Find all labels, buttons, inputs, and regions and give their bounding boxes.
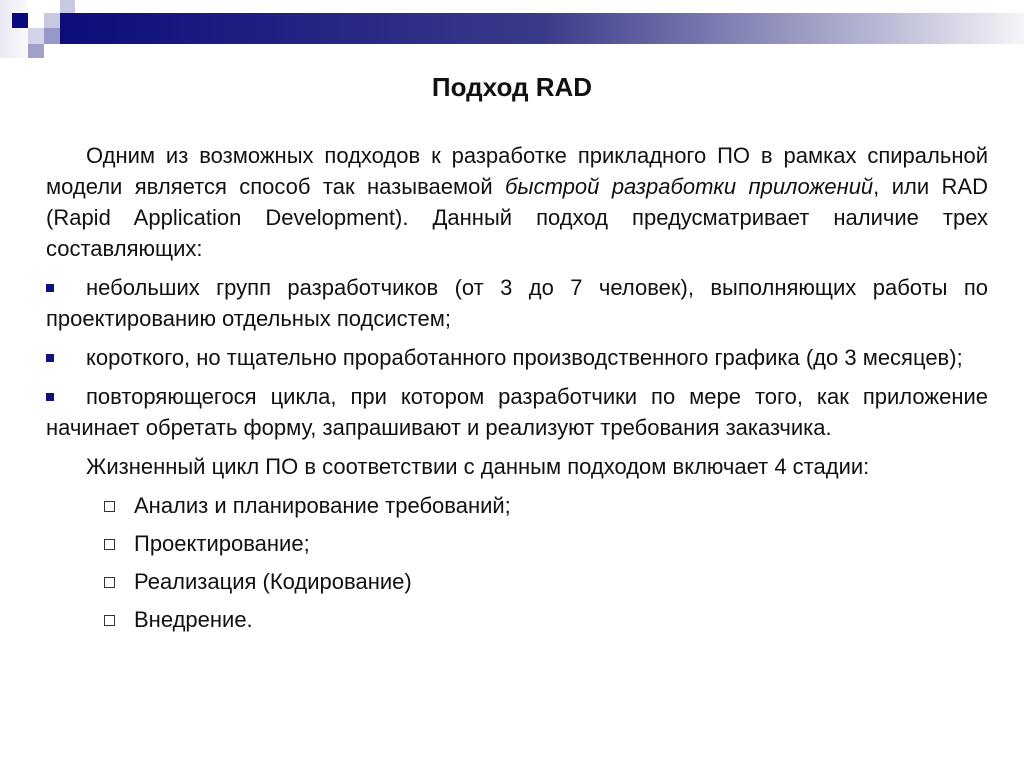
lifecycle-paragraph: Жизненный цикл ПО в соответствии с данным подходом включает 4 стадии: xyxy=(86,454,870,479)
square-bullet-icon xyxy=(46,393,54,401)
stage-text: Внедрение. xyxy=(134,607,253,632)
stage-item xyxy=(104,490,988,521)
bullet-text: короткого, но тщательно проработанного производственного графика (до 3 месяцев); xyxy=(86,345,963,370)
intro-text: Одним из возможных подходов к разработке прикладного ПО в рамках спиральной модели является способ так называемой xyxy=(46,143,988,199)
hollow-square-bullet-icon xyxy=(104,501,115,512)
stage-item xyxy=(104,604,988,635)
intro-text-end: , или RAD (Rapid Application Development). Данный подход предусматривает наличие трех составляющих: xyxy=(46,174,988,261)
square-bullet-icon xyxy=(46,284,54,292)
stage-item xyxy=(104,566,988,597)
stage-text: Проектирование; xyxy=(134,531,310,556)
bullet-item xyxy=(46,342,988,373)
hollow-square-bullet-icon xyxy=(104,615,115,626)
stage-text: Анализ и планирование требований; xyxy=(134,493,511,518)
slide-title: Подход RAD xyxy=(431,72,593,102)
slide-body xyxy=(46,140,988,642)
intro-paragraph xyxy=(46,140,988,264)
intro-emphasis: быстрой разработки приложений xyxy=(505,174,874,199)
stage-text: Реализация (Кодирование) xyxy=(134,569,412,594)
bullet-text: повторяющегося цикла, при котором разработчики по мере того, как приложение начинает обретать форму, запрашивают и реализуют требования заказчика. xyxy=(46,384,988,440)
bullet-item xyxy=(46,272,988,334)
hollow-square-bullet-icon xyxy=(104,539,115,550)
stage-item xyxy=(104,528,988,559)
bullet-item xyxy=(46,381,988,443)
bullet-text: небольших групп разработчиков (от 3 до 7 человек), выполняющих работы по проектированию отдельных подсистем; xyxy=(46,275,988,331)
hollow-square-bullet-icon xyxy=(104,577,115,588)
square-bullet-icon xyxy=(46,354,54,362)
